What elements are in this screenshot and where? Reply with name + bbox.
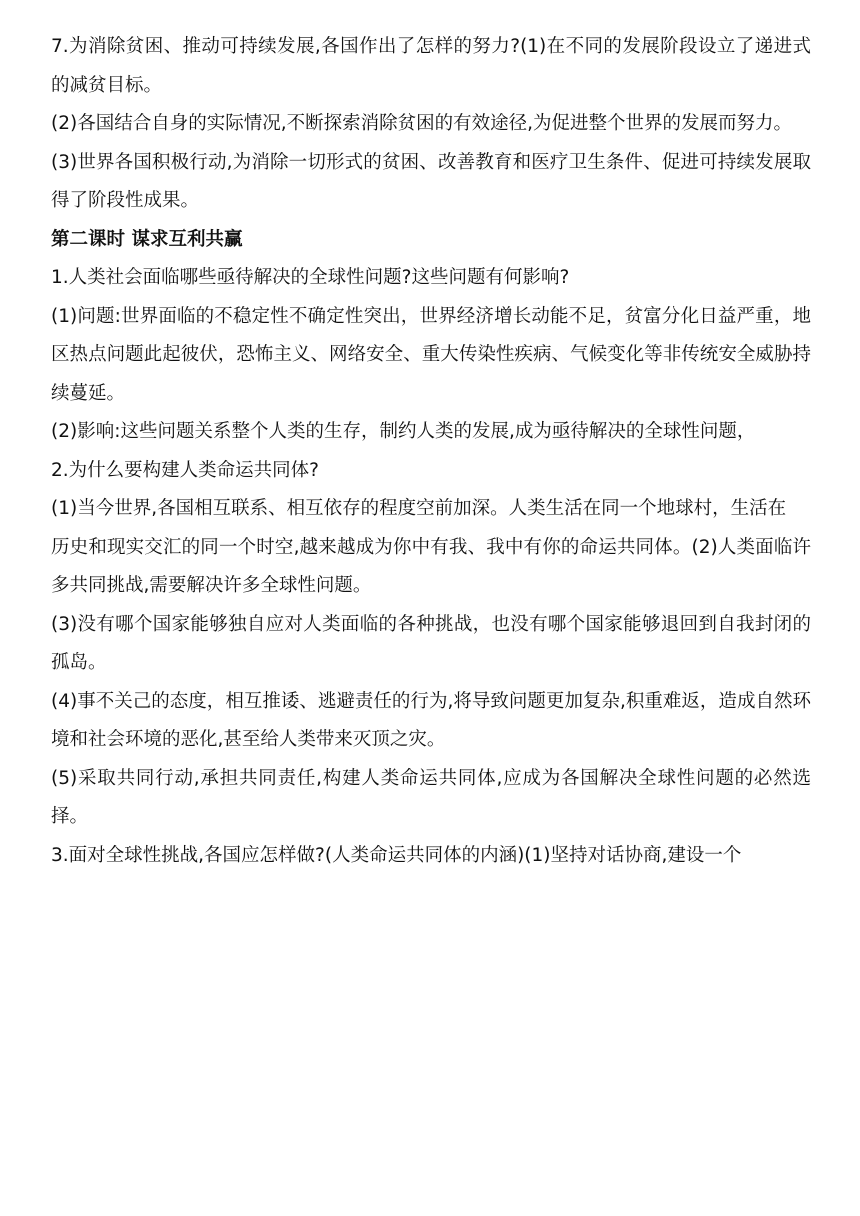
paragraph-community-point-1: (1)当今世界,各国相互联系、相互依存的程度空前加深。人类生活在同一个地球村，生活在 xyxy=(51,498,787,519)
paragraph-poverty-point-3: (3)世界各国积极行动,为消除一切形式的贫困、改善教育和医疗卫生条件、促进可持续发展取得了阶段性成果。 xyxy=(51,151,811,211)
paragraph-issues-answer: (1)问题:世界面临的不稳定性不确定性突出，世界经济增长动能不足，贫富分化日益严重，地区热点问题此起彼伏，恐怖主义、网络安全、重大传染性疾病、气候变化等非传统安全威胁持续蔓延。 xyxy=(51,305,811,404)
paragraph-challenges-question: 3.面对全球性挑战,各国应怎样做?(人类命运共同体的内涵)(1)坚持对话协商,建设一个 xyxy=(51,844,742,866)
paragraph-poverty-question: 7.为消除贫困、推动可持续发展,各国作出了怎样的努力?(1)在不同的发展阶段设立了递进式的减贫目标。 xyxy=(51,36,811,96)
document-page xyxy=(51,28,811,875)
paragraph-community-point-5: (5)采取共同行动,承担共同责任,构建人类命运共同体,应成为各国解决全球性问题的必然选择。 xyxy=(51,767,811,827)
paragraph-impact-answer: (2)影响:这些问题关系整个人类的生存，制约人类的发展,成为亟待解决的全球性问题， xyxy=(51,421,756,442)
paragraph-community-point-1-continued: 历史和现实交汇的同一个时空,越来越成为你中有我、我中有你的命运共同体。(2)人类面临许多共同挑战,需要解决许多全球性问题。 xyxy=(51,536,811,596)
paragraph-community-point-3: (3)没有哪个国家能够独自应对人类面临的各种挑战，也没有哪个国家能够退回到自我封闭的孤岛。 xyxy=(51,613,811,673)
section-heading: 第二课时 谋求互利共赢 xyxy=(51,228,243,250)
paragraph-community-question: 2.为什么要构建人类命运共同体? xyxy=(51,459,319,481)
paragraph-global-issues-question: 1.人类社会面临哪些亟待解决的全球性问题?这些问题有何影响? xyxy=(51,267,570,288)
paragraph-community-point-4: (4)事不关己的态度，相互推诿、逃避责任的行为,将导致问题更加复杂,积重难返，造成自然环境和社会环境的恶化,甚至给人类带来灭顶之灾。 xyxy=(51,690,811,750)
paragraph-poverty-point-2: (2)各国结合自身的实际情况,不断探索消除贫困的有效途径,为促进整个世界的发展而努力。 xyxy=(51,113,792,134)
